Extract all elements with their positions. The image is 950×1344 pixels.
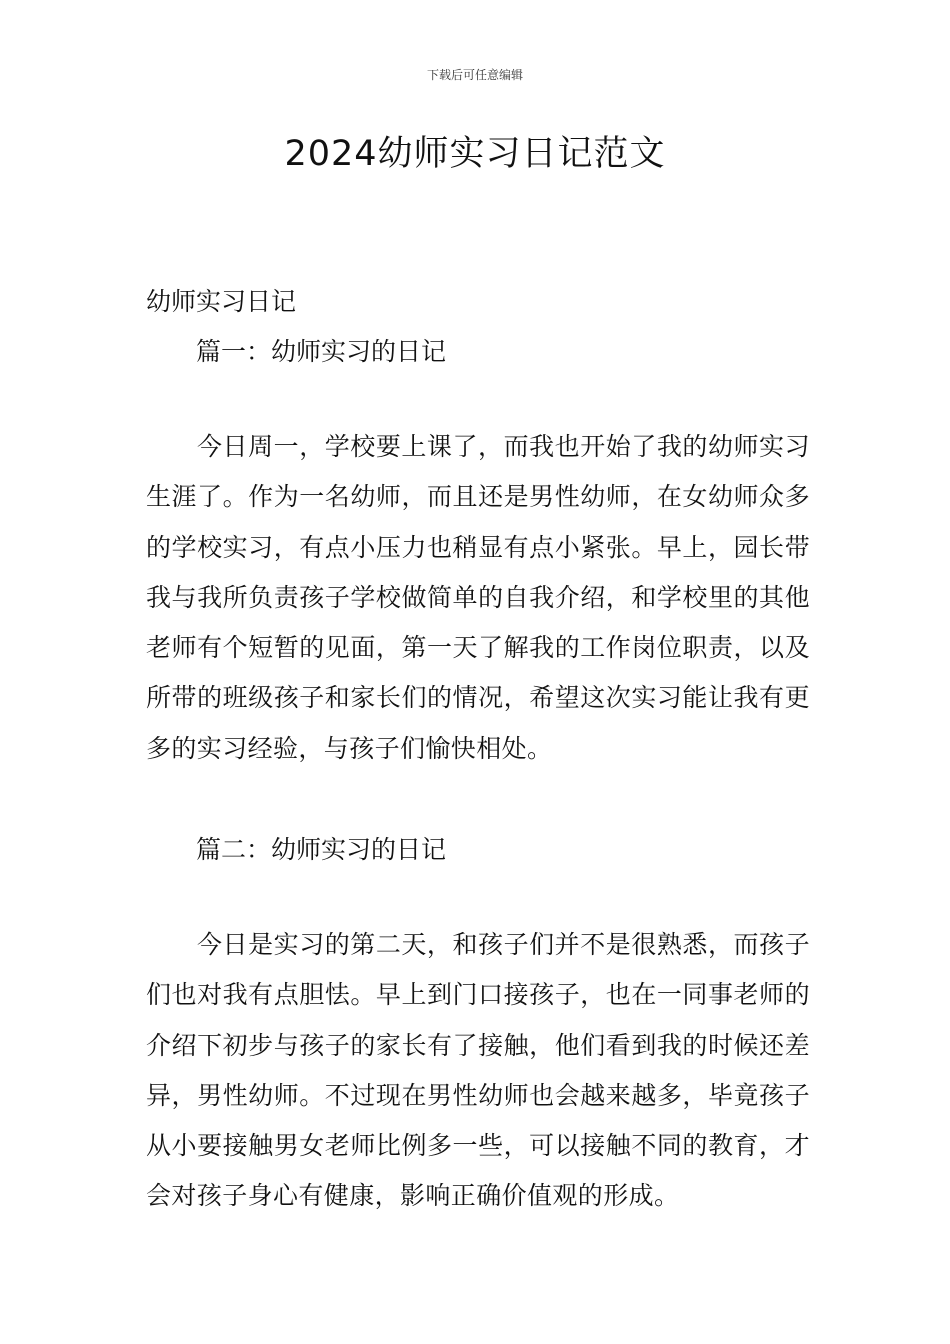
entry-heading-1: 篇一：幼师实习的日记 xyxy=(196,337,447,366)
entry-heading-2: 篇二：幼师实习的日记 xyxy=(196,835,447,864)
header-note: 下载后可任意编辑 xyxy=(426,68,523,82)
section-label: 幼师实习日记 xyxy=(146,287,297,316)
entry-body-1: 今日周一，学校要上课了，而我也开始了我的幼师实习生涯了。作为一名幼师，而且还是男性幼师，在女幼师众多的学校实习，有点小压力也稍显有点小紧张。早上，园长带我与我所负责孩子学校做简单的自我介绍，和学校里的其他老师有个短暂的见面，第一天了解我的工作岗位职责，以及所带的班级孩子和家长们的情况，希望这次实习能让我有更多的实习经验，与孩子们愉快相处。 xyxy=(146,432,810,763)
entry-body-2: 今日是实习的第二天，和孩子们并不是很熟悉，而孩子们也对我有点胆怯。早上到门口接孩子，也在一同事老师的介绍下初步与孩子的家长有了接触，他们看到我的时候还差异，男性幼师。不过现在男性幼师也会越来越多，毕竟孩子从小要接触男女老师比例多一些，可以接触不同的教育，才会对孩子身心有健康，影响正确价值观的形成。 xyxy=(146,930,810,1211)
document-title: 2024幼师实习日记范文 xyxy=(284,134,666,174)
